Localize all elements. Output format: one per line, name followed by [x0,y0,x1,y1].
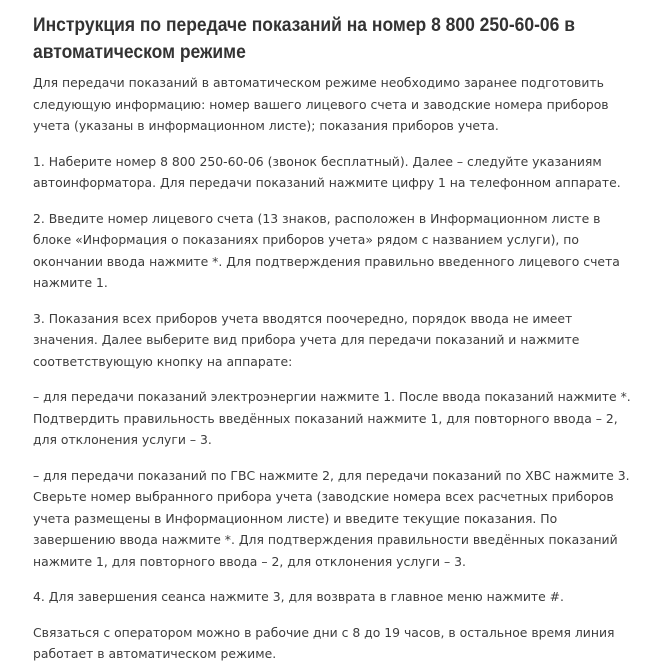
step-1-paragraph: 1. Наберите номер 8 800 250-60-06 (звонок бесплатный). Далее – следуйте указаниям автоинформатора. Для передачи показаний нажмите цифру 1 на телефонном аппарате. [33,153,621,190]
step-2-paragraph: 2. Введите номер лицевого счета (13 знаков, расположен в Информационном листе в блоке «Информация о показаниях приборов учета» рядом с названием услуги), по окончании ввода нажмите *. Для подтверждения правильно введенного лицевого счета нажмите 1. [33,210,620,290]
intro-paragraph: Для передачи показаний в автоматическом режиме необходимо заранее подготовить следующую информацию: номер вашего лицевого счета и заводские номера приборов учета (указаны в информационном листе); показания приборов учета. [33,75,609,133]
operator-paragraph: Связаться с оператором можно в рабочие дни с 8 до 19 часов, в остальное время линия работает в автоматическом режиме. [33,624,615,661]
water-paragraph: – для передачи показаний по ГВС нажмите 2, для передачи показаний по ХВС нажмите 3. Сверьте номер выбранного прибора учета (заводские номера всех расчетных приборов учета размещены в Информационном листе) и введите текущие показания. По завершению ввода нажмите *. Для подтверждения правильности введённых показаний нажмите 1, для повторного ввода – 2, для отклонения услуги – 3. [33,467,630,569]
electricity-paragraph: – для передачи показаний электроэнергии нажмите 1. После ввода показаний нажмите *. Подтвердить правильность введённых показаний нажмите 1, для повторного ввода – 2, для отклонения услуги – 3. [33,389,631,447]
step-3-paragraph: 3. Показания всех приборов учета вводятся поочередно, порядок ввода не имеет значения. Далее выберите вид прибора учета для передачи показаний и нажмите соответствующую кнопку на аппарате: [33,310,580,369]
page-title: Инструкция по передаче показаний на номер 8 800 250-60-06 в автоматическом режиме [33,15,575,63]
step-4-paragraph: 4. Для завершения сеанса нажмите 3, для возврата в главное меню нажмите #. [33,589,564,604]
